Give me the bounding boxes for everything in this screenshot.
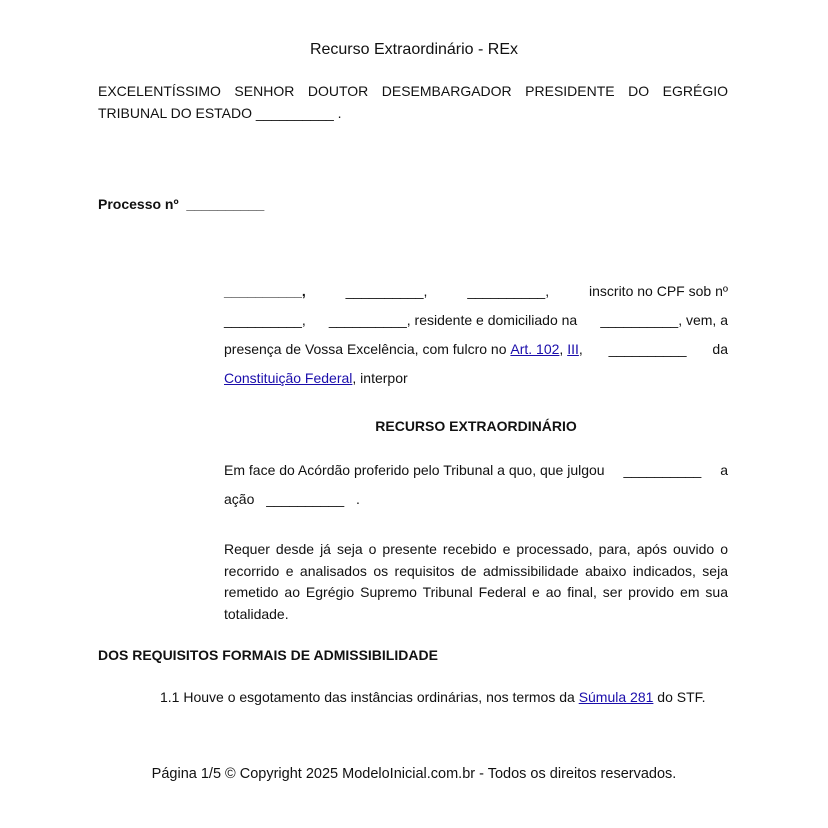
address-line-1: EXCELENTÍSSIMO SENHOR DOUTOR DESEMBARGADOR PRESIDENTE DO EGRÉGIO [98,83,728,99]
acao-end: . [356,491,360,507]
da-text: da [712,341,728,357]
party-line-2 [224,312,728,341]
art-102-link[interactable]: Art. 102 [510,341,560,357]
acao-blank: __________ [266,491,345,507]
julgou-blank: __________ [623,462,702,478]
fulcro-text: presença de Vossa Excelência, com fulcro no [224,341,507,357]
inciso-iii-link[interactable]: III [567,341,579,357]
separator: , [559,341,564,357]
processo-label: Processo nº [98,196,179,212]
item-text: 1.1 Houve o esgotamento das instâncias ordinárias, nos termos da [160,689,575,705]
address-line-2: TRIBUNAL DO ESTADO __________ . [98,105,342,121]
separator: , [545,283,550,299]
marital-status-blank: __________ [467,283,546,299]
separator: , [578,341,583,357]
separator: , [423,283,428,299]
acordao-paragraph [224,462,728,520]
item-end: do STF. [657,689,706,705]
profession-blank: __________ [328,312,407,328]
acordao-text: Em face do Acórdão proferido pelo Tribunal a quo, que julgou [224,462,605,478]
vem-text: , vem, a [678,312,728,328]
party-qualification [224,283,728,399]
party-line-4 [224,370,728,399]
list-item [160,689,706,705]
acordao-line-2 [224,491,728,520]
separator: , [301,312,306,328]
document-title: Recurso Extraordinário - REx [309,41,519,58]
cpf-text: inscrito no CPF sob nº [589,283,728,299]
acordao-line-1 [224,462,728,491]
nationality-blank: __________ [345,283,424,299]
address-block [98,80,728,124]
processo-blank: __________ [186,196,265,212]
party-line-3 [224,341,728,370]
sumula-281-link[interactable]: Súmula 281 [578,689,654,705]
separator: , [301,283,306,299]
processo-number [98,196,264,212]
address-blank: __________ [600,312,679,328]
constituicao-federal-link[interactable]: Constituição Federal [224,370,353,386]
residence-text: , residente e domiciliado na [406,312,578,328]
party-line-1 [224,283,728,312]
requer-paragraph: Requer desde já seja o presente recebido e processado, para, após ouvido o recorrido e analisados os requisitos de admissibilidade abaixo indicados, seja remetido ao Egrégio Supremo Tribunal Federal e ao final, ser provido em sua totalidade. [224,541,728,622]
cpf-blank: __________ [224,312,302,328]
section-heading: DOS REQUISITOS FORMAIS DE ADMISSIBILIDADE [98,647,438,663]
interpor-text: , interpor [352,370,408,386]
recurso-heading: RECURSO EXTRAORDINÁRIO [375,418,577,434]
page-footer: Página 1/5 © Copyright 2025 ModeloInicial.com.br - Todos os direitos reservados. [151,766,677,782]
acordao-end: a [720,462,728,478]
acao-text: ação [224,491,255,507]
party-name-blank: __________ [224,283,302,299]
alinea-blank: __________ [608,341,687,357]
